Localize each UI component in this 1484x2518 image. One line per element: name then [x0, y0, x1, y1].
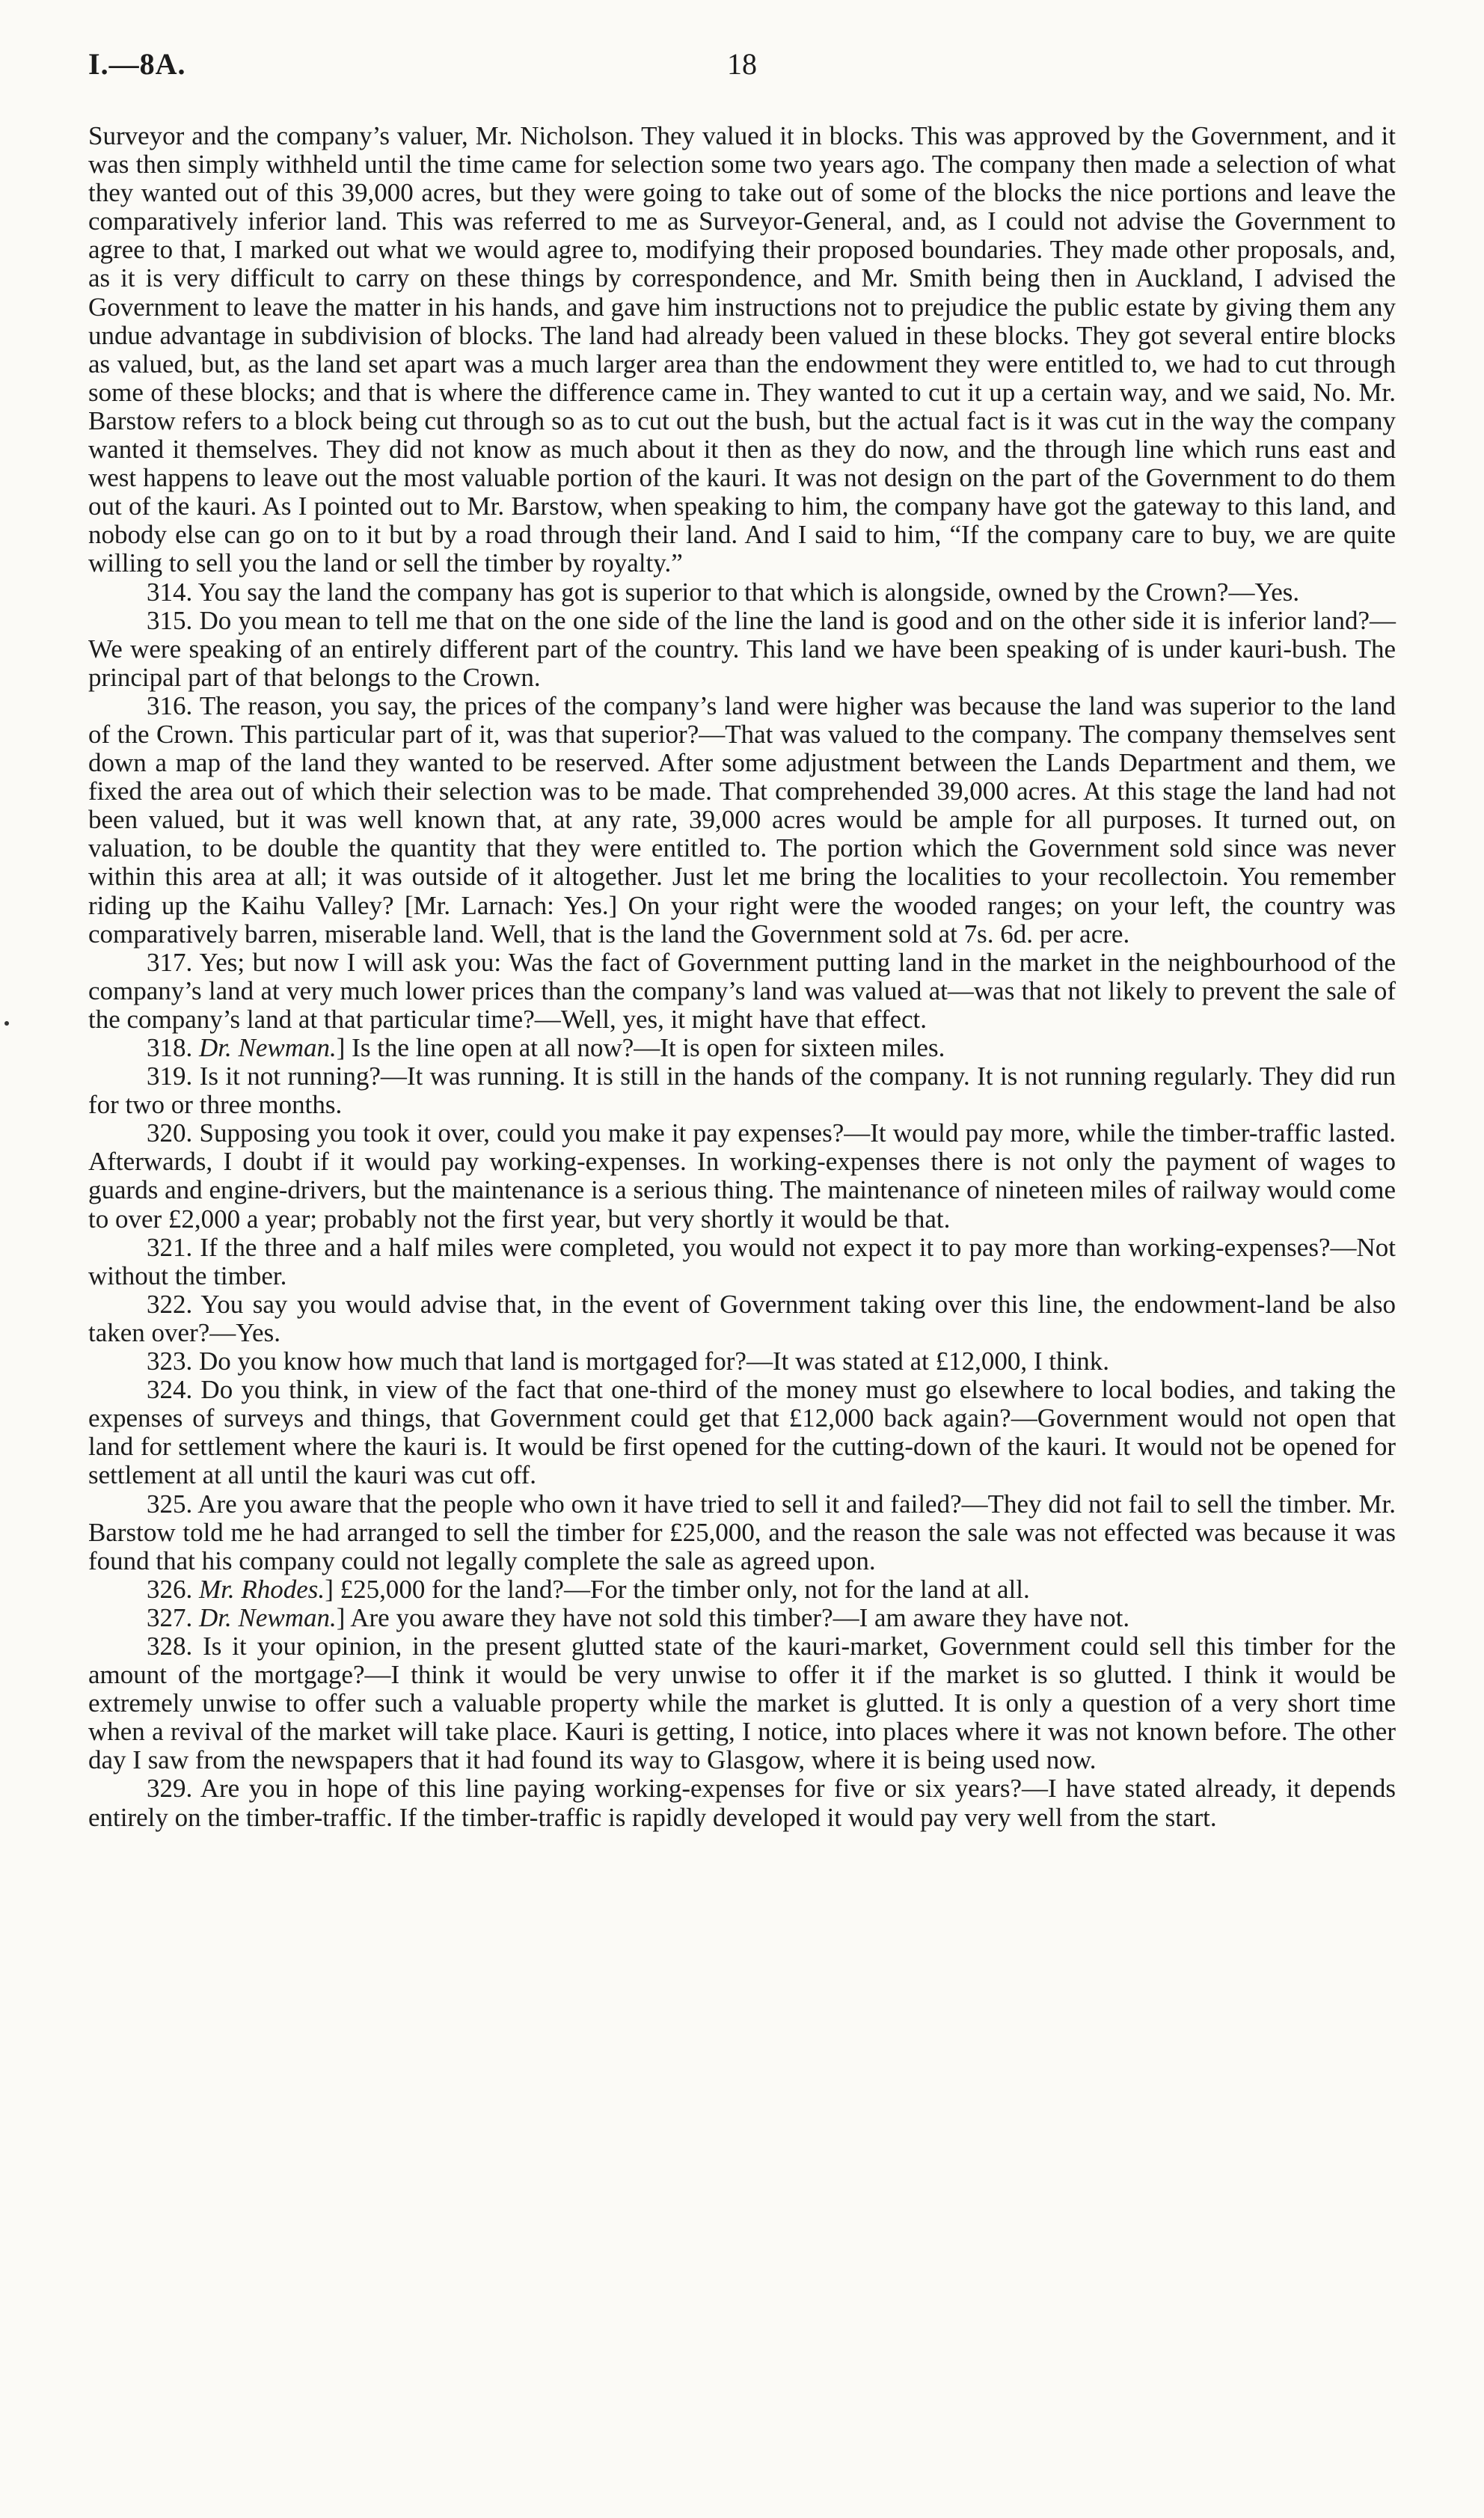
paragraph-329: 329. Are you in hope of this line paying working-expenses for five or six years?—I have stated already, it depends entirely on the timber-traffic. If the timber-traffic is rapidly developed it would pay very well from the start. — [88, 1774, 1396, 1832]
paragraph-continuation: Surveyor and the company’s valuer, Mr. Nicholson. They valued it in blocks. This was approved by the Government, and it was then simply withheld until the time came for selection some two years ago. The company then made a selection of what they wanted out of this 39,000 acres, but they were going to take out of some of the blocks the nice portions and leave the comparatively inferior land. This was referred to me as Surveyor-General, and, as I could not advise the Government to agree to that, I marked out what we would agree to, modifying their proposed boundaries. They made other proposals, and, as it is very difficult to carry on these things by correspondence, and Mr. Smith being then in Auckland, I advised the Government to leave the matter in his hands, and gave him instructions not to prejudice the public estate by giving them any undue advantage in subdivision of blocks. The land had already been valued in these blocks. They got several entire blocks as valued, but, as the land set apart was a much larger area than the endowment they were entitled to, we had to cut through some of these blocks; and that is where the difference came in. They wanted to cut it up a certain way, and we said, No. Mr. Barstow refers to a block being cut through so as to cut out the bush, but the actual fact is it was cut in the way the company wanted it themselves. They did not know as much about it then as they do now, and the through line which runs east and west happens to leave out the most valuable portion of the kauri. It was not design on the part of the Government to do them out of the kauri. As I pointed out to Mr. Barstow, when speaking to him, the company have got the gateway to this land, and nobody else can go on to it but by a road through their land. And I said to him, “If the company care to buy, we are quite willing to sell you the land or sell the timber by royalty.” — [88, 121, 1396, 578]
speaker-name: Dr. Newman. — [199, 1033, 337, 1062]
paragraph-328: 328. Is it your opinion, in the present glutted state of the kauri-market, Government could sell this timber for the amount of the mortgage?—I think it would be very unwise to offer it if the market is so glutted. I think it would be extremely unwise to offer such a valuable property while the market is glutted. It is only a question of a very short time when a revival of the market will take place. Kauri is getting, I notice, into places where it was not known before. The other day I saw from the newspapers that it had found its way to Glasgow, where it is being used now. — [88, 1631, 1396, 1775]
paragraph-321: 321. If the three and a half miles were completed, you would not expect it to pay more than working-expenses?—Not without the timber. — [88, 1232, 1396, 1290]
paragraph-314: 314. You say the land the company has got is superior to that which is alongside, owned by the Crown?—Yes. — [147, 577, 1300, 607]
speaker-name: Mr. Rhodes. — [199, 1574, 325, 1604]
paragraph-315: 315. Do you mean to tell me that on the one side of the line the land is good and on the other side it is inferior land?—We were speaking of an entirely different part of the country. This land we have been speaking of is under kauri-bush. The principal part of that belongs to the Crown. — [88, 605, 1396, 692]
paragraph-322: 322. You say you would advise that, in the event of Government taking over this line, the endowment-land be also taken over?—Yes. — [88, 1289, 1396, 1347]
page-number: 18 — [727, 47, 757, 81]
paragraph-320: 320. Supposing you took it over, could you make it pay expenses?—It would pay more, while the timber-traffic lasted. Afterwards, I doubt if it would pay working-expenses. In working-expenses there is not only the payment of wages to guards and engine-drivers, but the maintenance is a serious thing. The maintenance of nineteen miles of railway would come to over £2,000 a year; probably not the first year, but very shortly it would be that. — [88, 1118, 1396, 1234]
paragraph-326: 326. Mr. Rhodes.] £25,000 for the land?—For the timber only, not for the land at all. — [147, 1574, 1030, 1604]
paragraph-316: 316. The reason, you say, the prices of the company’s land were higher was because the land was superior to the land of the Crown. This particular part of it, was that superior?—That was valued to the company. The company themselves sent down a map of the land they wanted to be reserved. After some adjustment between the Lands Department and them, we fixed the area out of which their selection was to be made. That comprehended 39,000 acres. At this stage the land had not been valued, but it was well known that, at any rate, 39,000 acres would be ample for all purposes. It turned out, on valuation, to be double the quantity that they were entitled to. The portion which the Government sold since was never within this area at all; it was outside of it altogether. Just let me bring the localities to your recollectoin. You remember riding up the Kaihu Valley? [Mr. Larnach: Yes.] On your right were the wooded ranges; on your left, the country was comparatively barren, miserable land. Well, that is the land the Government sold at 7s. 6d. per acre. — [88, 690, 1396, 949]
paragraph-319: 319. Is it not running?—It was running. It is still in the hands of the company. It is not running regularly. They did run for two or three months. — [88, 1062, 1396, 1120]
paragraph-324: 324. Do you think, in view of the fact that one-third of the money must go elsewhere to local bodies, and taking the expenses of surveys and things, that Government could get that £12,000 back again?—Government would not open that land for settlement where the kauri is. It would be first opened for the cutting-down of the kauri. It would not be opened for settlement at all until the kauri was cut off. — [88, 1375, 1396, 1490]
paragraph-325: 325. Are you aware that the people who own it have tried to sell it and failed?—They did not fail to sell the timber. Mr. Barstow told me he had arranged to sell the timber for £25,000, and the reason the sale was not effected was because it was found that his company could not legally complete the sale as agreed upon. — [88, 1489, 1396, 1575]
body-text — [88, 122, 1396, 1832]
paragraph-318: 318. Dr. Newman.] Is the line open at all now?—It is open for sixteen miles. — [147, 1033, 945, 1062]
margin-mark — [4, 1021, 9, 1026]
page-header — [88, 43, 1396, 96]
paragraph-327: 327. Dr. Newman.] Are you aware they have not sold this timber?—I am aware they have not. — [147, 1602, 1130, 1632]
paragraph-323: 323. Do you know how much that land is mortgaged for?—It was stated at £12,000, I think. — [147, 1347, 1110, 1376]
speaker-name: Dr. Newman. — [199, 1602, 337, 1632]
document-code: I.—8A. — [88, 47, 186, 81]
paragraph-317: 317. Yes; but now I will ask you: Was the fact of Government putting land in the market in the neighbourhood of the company’s land at very much lower prices than the company’s land was valued at—was that not likely to prevent the sale of the company’s land at that particular time?—Well, yes, it might have that effect. — [88, 947, 1396, 1034]
